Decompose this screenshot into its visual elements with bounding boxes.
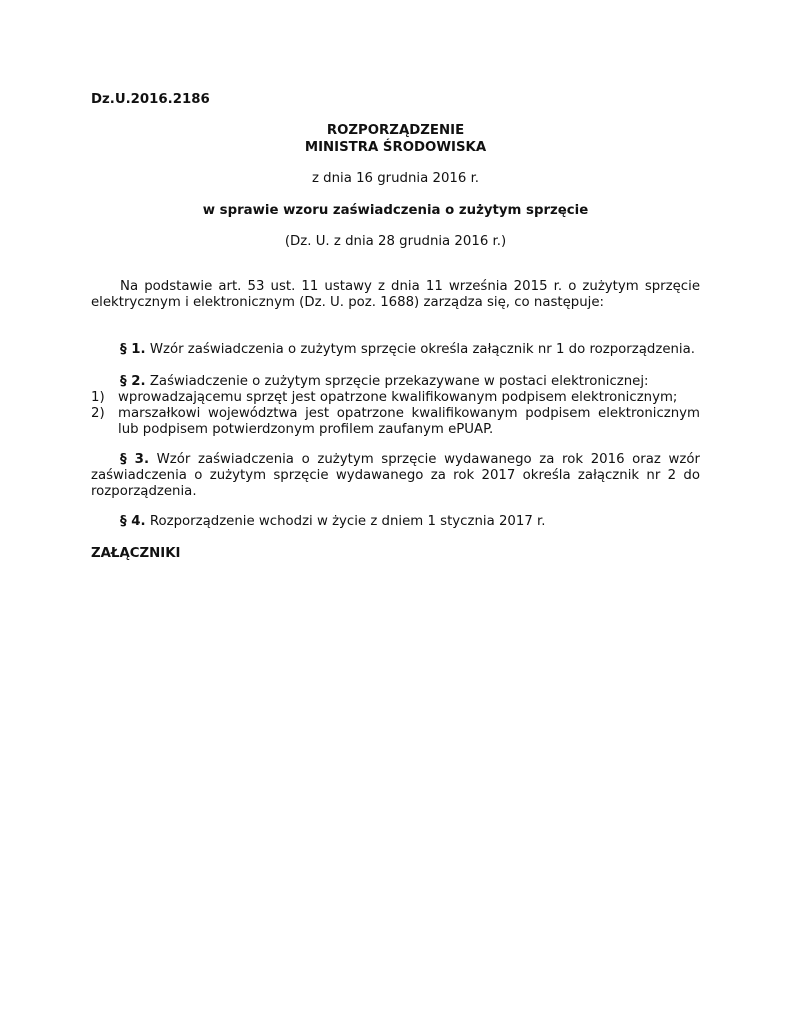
section-4-text: Rozporządzenie wchodzi w życie z dniem 1 stycznia 2017 r. [149,514,546,529]
journal-reference: Dz.U.2016.2186 [91,92,210,107]
section-1-text: Wzór zaświadczenia o zużytym sprzęcie określa załącznik nr 1 do rozporządzenia. [149,342,696,357]
section-1 [91,342,700,358]
section-2-list [91,390,700,438]
section-1-marker: § 1. [120,342,146,357]
section-3-marker: § 3. [120,452,149,467]
list-item-text: marszałkowi województwa jest opatrzone kwalifikowanym podpisem elektronicznym lub podpisem potwierdzonym profilem zaufanym ePUAP. [118,406,700,437]
issuer-title: MINISTRA ŚRODOWISKA [304,140,487,155]
act-date: z dnia 16 grudnia 2016 r. [311,171,480,186]
section-2-marker: § 2. [120,374,146,389]
list-item [91,406,700,438]
section-2 [91,374,700,390]
list-item [91,390,700,406]
attachments-heading: ZAŁĄCZNIKI [91,546,181,561]
legal-basis-paragraph: Na podstawie art. 53 ust. 11 ustawy z dnia 11 września 2015 r. o zużytym sprzęcie elektrycznym i elektronicznym (Dz. U. poz. 1688) zarządza się, co następuje: [91,279,700,310]
section-3 [91,452,700,500]
act-type-title: ROZPORZĄDZENIE [326,123,465,138]
list-item-text: wprowadzającemu sprzęt jest opatrzone kwalifikowanym podpisem elektronicznym; [118,390,678,405]
list-item-number: 1) [91,390,105,405]
section-2-text: Zaświadczenie o zużytym sprzęcie przekazywane w postaci elektronicznej: [149,374,649,389]
list-item-number: 2) [91,406,105,421]
section-3-text: Wzór zaświadczenia o zużytym sprzęcie wydawanego za rok 2016 oraz wzór zaświadczenia o zużytym sprzęcie wydawanego za rok 2017 określa załącznik nr 2 do rozporządzenia. [91,452,700,499]
section-4-marker: § 4. [120,514,146,529]
section-4 [91,514,700,530]
publication-note: (Dz. U. z dnia 28 grudnia 2016 r.) [284,234,507,249]
act-subject: w sprawie wzoru zaświadczenia o zużytym sprzęcie [202,203,589,218]
